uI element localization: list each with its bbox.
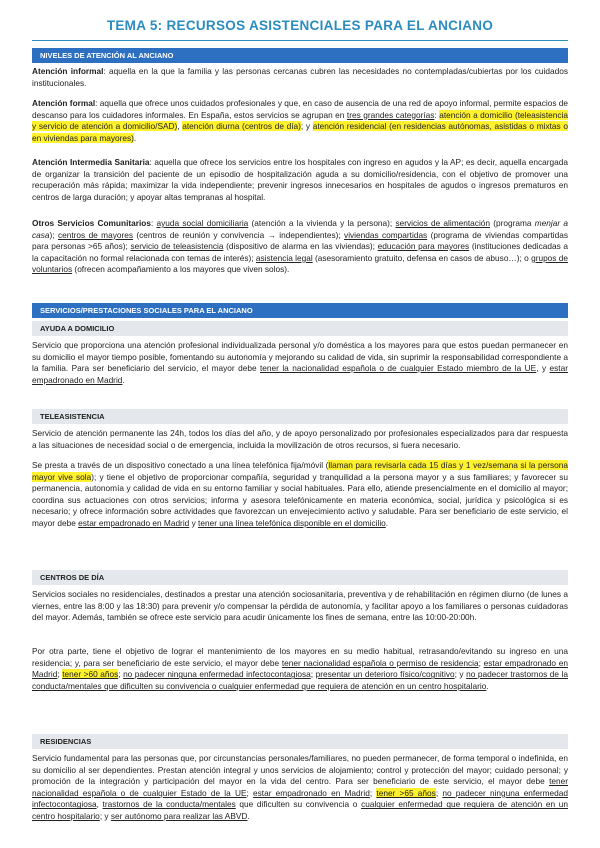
paragraph-ayuda-domicilio: [32, 340, 568, 386]
text-run: ; y: [99, 810, 111, 821]
text-run: .: [133, 132, 137, 143]
subsection-header-residencias: RESIDENCIAS: [32, 734, 568, 749]
text-run: ;: [435, 787, 443, 798]
underlined-text: tener la nacionalidad española o de cualquier Estado miembro de la UE: [260, 363, 537, 374]
section-header-niveles: NIVELES DE ATENCIÓN AL ANCIANO: [32, 48, 568, 63]
text-run: Por otra parte, tiene el objetivo de lograr el mantenimiento de los mayores en su medio habitual, retrasando/evitando su ingreso en una residencia; y, para ser beneficiario de este servicio, el mayor debe: [32, 646, 568, 668]
paragraph-teleasistencia-1: Servicio de atención permanente las 24h, todos los días del año, y de apoyo personalizado por profesionales especializados para dar respuesta a las situaciones de necesidad social o de emergencia, incluida la movilización de otros recursos, si fuera necesario.: [32, 428, 568, 450]
text-run: );: [49, 229, 58, 240]
text-run: que dificulten su convivencia o: [235, 799, 362, 810]
text-run: (centros de reunión y convivencia → independientes);: [133, 229, 345, 240]
text-run: ;: [57, 669, 63, 680]
underlined-text: tener nacionalidad española o de cualquier Estado de la UE: [32, 776, 568, 798]
subsection-header-ayuda: AYUDA A DOMICILIO: [32, 321, 568, 336]
paragraph-teleasistencia-2: [32, 460, 568, 530]
highlighted-text: atención diurna (centros de día): [182, 121, 301, 132]
text-run: ,: [177, 121, 183, 132]
subsection-header-centros: CENTROS DE DÍA: [32, 570, 568, 585]
underlined-text: ayuda social domiciliaria: [156, 218, 249, 228]
paragraph-centros-2: [32, 646, 568, 692]
underlined-text: tres grandes categorías: [346, 109, 435, 120]
text-run: .: [247, 810, 250, 821]
underlined-text: centros de mayores: [57, 229, 133, 240]
text-run: ); y tiene el objetivo de proporcionar compañía, seguridad y tranquilidad a la persona mayor y a sus familiares; y favorecer su permanencia, autonomía y calidad de vida en su entorno familiar y social habituales. Para ello, atiende presencialmente en el domicilio al mayor; coordina sus actuaciones con otros servicios; informa y asesora telefónicamente en materia económica, social, jurídica y psicológica si es necesario; y ofrece información sobre actividades que favorezcan un envejecimiento activo y saludable. Para ser beneficiario de este servicio, el mayor debe: [32, 471, 569, 528]
text-run: ;: [478, 657, 484, 668]
underlined-text: trastornos de la conducta/mentales: [102, 799, 236, 810]
text-run: ; y: [454, 669, 467, 680]
highlighted-text: tener >60 años: [62, 669, 119, 680]
underlined-text: servicio de teleasistencia: [130, 241, 224, 252]
underlined-text: tener una línea telefónica disponible en el domicilio: [198, 517, 386, 528]
text-run: .: [486, 680, 489, 691]
text-run: Se presta a través de un dispositivo conectado a una línea telefónica fija/móvil (: [32, 460, 329, 470]
text-run: (instituciones dedicadas a la capacitación no formal relacionada con temas de interés);: [32, 241, 569, 263]
underlined-text: presentar un deterioro físico/cognitivo: [315, 669, 455, 680]
page-title: TEMA 5: RECURSOS ASISTENCIALES PARA EL ANCIANO: [106, 18, 494, 33]
underlined-text: estar empadronado en Madrid: [253, 787, 370, 798]
text-run: :: [434, 109, 440, 120]
underlined-text: no padecer trastornos de la conducta/mentales que dificulten su convivencia o cualquier enfermedad que requiera de atención en un centro hospitalario: [32, 669, 568, 691]
italic-text: menjar a casa: [32, 218, 568, 240]
text-run: (programa: [490, 218, 535, 228]
underlined-text: estar empadronado en Madrid: [78, 517, 190, 528]
paragraph-atencion-informal: [32, 66, 568, 89]
text-run: .: [385, 517, 389, 528]
text-run: ; y: [300, 121, 313, 132]
underlined-text: ser autónomo para realizar las ABVD: [110, 810, 248, 821]
paragraph-residencias: [32, 753, 568, 823]
highlighted-text: llaman para revisarla cada 15 días y 1 vez/semana si la persona mayor vive sola: [32, 460, 568, 482]
underlined-text: no padecer ninguna enfermedad infectocontagiosa: [32, 787, 568, 810]
text-run: ;: [118, 669, 124, 680]
underlined-text: grupos de voluntarios: [32, 252, 569, 275]
paragraph-atencion-intermedia: [32, 157, 568, 203]
title-divider: [32, 40, 568, 41]
underlined-text: educación para mayores: [377, 241, 470, 252]
text-run: Servicio fundamental para las personas que, por circunstancias personales/familiares, no pueden permanecer, de forma temporal o indefinida, en su domicilio al ser dependientes. Prestan atención integral y unos servicios de alojamiento; control y protección del mayor; cuidado personal; y promoción de la integración y participación del mayor en la vida del centro. Para ser beneficiario de este servicio, el mayor debe: [32, 753, 568, 787]
text-run: ;: [246, 787, 254, 798]
text-run: ,: [96, 799, 103, 810]
underlined-text: asistencia legal: [255, 252, 313, 263]
term-label: Atención formal: [32, 98, 96, 108]
text-run: :: [150, 218, 157, 228]
underlined-text: estar empadronado en Madrid: [32, 363, 568, 385]
text-run: , y: [536, 363, 550, 374]
paragraph-text: : aquella en la que la familia y las personas cercanas cubren las necesidades no contempladas/cubiertas por los cuidados institucionales.: [32, 66, 568, 88]
underlined-text: servicios de alimentación: [395, 218, 491, 228]
paragraph-centros-1: Servicios sociales no residenciales, destinados a prestar una atención sociosanitaria, preventiva y de rehabilitación en régimen diurno (de lunes a viernes, entre las 8:00 y las 18:30) para prevenir y/o compensar la pérdida de autonomía, y facilitar apoyo a los familiares o personas cuidadoras del mayor. Además, también se ofrece este servicio para acudir únicamente los fines de semana, entre las 10:00-20:00h.: [32, 589, 568, 623]
text-run: (programa de viviendas compartidas para personas >65 años);: [32, 229, 569, 252]
text-run: ;: [310, 669, 316, 680]
highlighted-text: tener >65 años: [376, 787, 436, 798]
text-run: Servicio que proporciona una atención profesional individualizada personal y/o doméstica a los mayores para que estos puedan permanecer en su domicilio el mayor tiempo posible, fomentando su autonomía y mejorando su calidad de vida, sin suprimir la responsabilidad correspondiente a la familia. Para ser beneficiario del servicio, el mayor debe: [32, 340, 568, 374]
text-run: (dispositivo de alarma en las viviendas);: [223, 241, 378, 252]
underlined-text: estar empadronado en Madrid: [32, 657, 568, 680]
underlined-text: cualquier enfermedad que requiera de atención en un centro hospitalario: [32, 799, 568, 821]
highlighted-text: atención a domicilio (teleasistencia y servicio de atención a domicilio/SAD): [32, 109, 568, 132]
text-run: y: [189, 517, 199, 528]
underlined-text: viviendas compartidas: [344, 229, 428, 240]
term-label: Atención Intermedia Sanitaria: [32, 157, 150, 167]
text-run: (ofrecen acompañamiento a los mayores que viven solos).: [72, 264, 290, 275]
paragraph-atencion-formal: [32, 98, 568, 144]
text-run: .: [122, 374, 125, 385]
text-run: (atención a la vivienda y la persona);: [248, 218, 396, 228]
paragraph-text: : aquella que ofrece los servicios entre los hospitales con ingreso en agudos y la AP; es decir, aquella encargada de organizar la transición del paciente de un episodio de hospitalización aguda a su domicilio/residencia, con el objetivo de promover una recuperación más rápida; maximizar la vida independiente; prevenir ingresos innecesarios en hospitales de agudos o ingresos prematuros en centros de larga duración; y apoyar altas tempranas al hospital.: [32, 157, 568, 202]
text-run: (asesoramiento gratuito, defensa en casos de abuso…); o: [312, 252, 532, 263]
section-header-servicios: SERVICIOS/PRESTACIONES SOCIALES PARA EL ANCIANO: [32, 303, 568, 318]
subsection-header-teleasistencia: TELEASISTENCIA: [32, 409, 568, 424]
term-label: Atención informal: [32, 66, 104, 76]
paragraph-otros-servicios: [32, 218, 568, 276]
term-label: Otros Servicios Comunitarios: [32, 218, 151, 228]
text-run: ;: [369, 787, 377, 798]
underlined-text: no padecer ninguna enfermedad infectocontagiosa: [123, 669, 311, 680]
text-run: : aquella que ofrece unos cuidados profesionales y que, en caso de ausencia de una red de apoyo informal, permite espacios de descanso para los cuidadores informales. En España, estos servicios se agrupan en: [32, 98, 569, 120]
highlighted-text: atención residencial (en residencias autónomas, asistidas o mixtas o en viviendas para mayores): [32, 121, 568, 143]
underlined-text: tener nacionalidad española o permiso de residencia: [281, 657, 479, 668]
